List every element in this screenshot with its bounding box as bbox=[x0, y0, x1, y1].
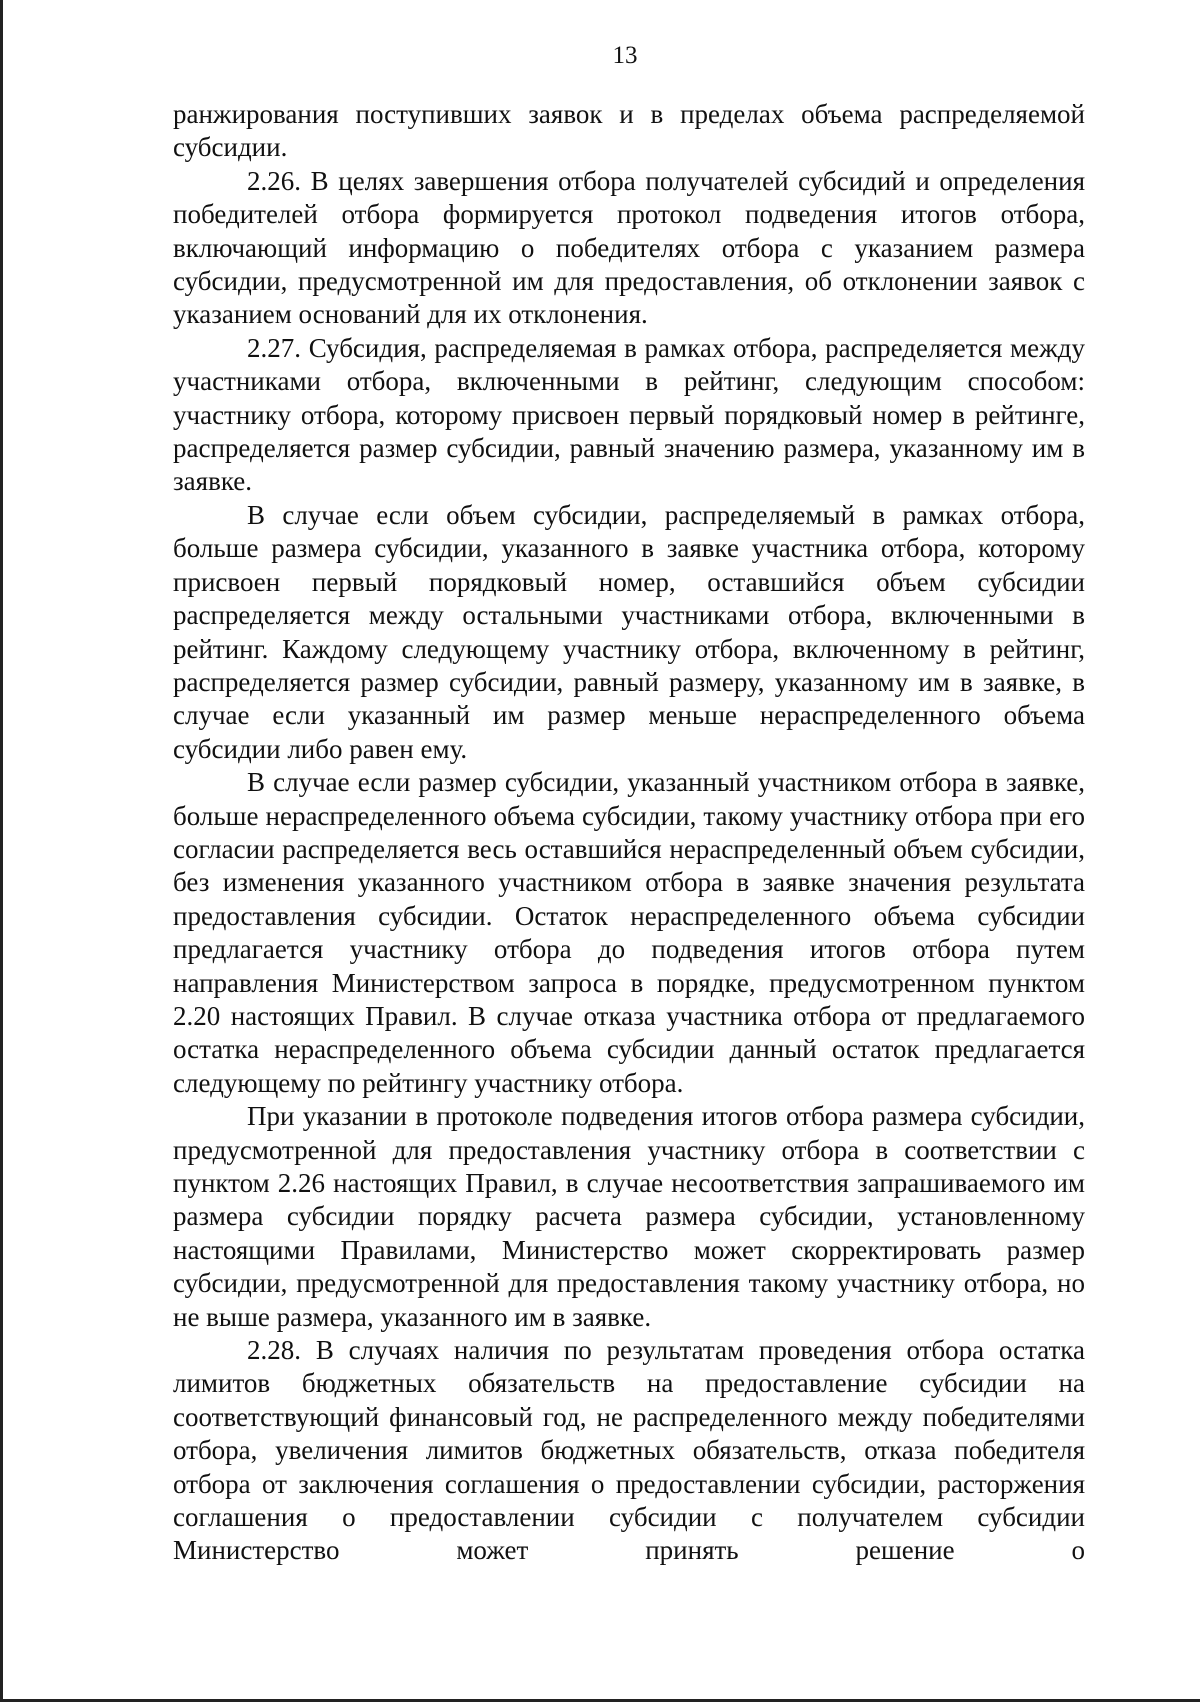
paragraph-protocol-correction: При указании в протоколе подведения итогов отбора размера субсидии, предусмотренной для предоставления участнику отбора в соответствии с пунктом 2.26 настоящих Правил, в случае несоответствия запрашиваемого им размера субсидии порядку расчета размера субсидии, установленному настоящими Правилами, Министерство может скорректировать размер субсидии, предусмотренной для предоставления такому участнику отбора, но не выше размера, указанного им в заявке. bbox=[173, 1101, 1085, 1332]
paragraph-remaining-volume: В случае если объем субсидии, распределяемый в рамках отбора, больше размера субсидии, указанного в заявке участника отбора, которому присвоен первый порядковый номер, оставшийся объем субсидии распределяется между остальными участниками отбора, включенными в рейтинг. Каждому следующему участнику отбора, включенному в рейтинг, распределяется размер субсидии, равный размеру, указанному им в заявке, в случае если указанный им размер меньше нераспределенного объема субсидии либо равен ему. bbox=[173, 499, 1085, 764]
paragraph-2-27: 2.27. Субсидия, распределяемая в рамках отбора, распределяется между участниками отбора, включенными в рейтинг, следующим способом: участнику отбора, которому присвоен первый порядковый номер в рейтинге, распределяется размер субсидии, равный значению размера, указанному им в заявке. bbox=[173, 332, 1085, 497]
paragraph-excess-request: В случае если размер субсидии, указанный участником отбора в заявке, больше нераспределенного объема субсидии, такому участнику отбора при его согласии распределяется весь оставшийся нераспределенный объем субсидии, без изменения указанного участником отбора в заявке значения результата предоставления субсидии. Остаток нераспределенного объема субсидии предлагается участнику отбора до подведения итогов отбора путем направления Министерством запроса в порядке, предусмотренном пунктом 2.20 настоящих Правил. В случае отказа участника отбора от предлагаемого остатка нераспределенного объема субсидии данный остаток предлагается следующему по рейтингу участнику отбора. bbox=[173, 767, 1085, 1098]
document-body bbox=[173, 98, 1085, 1568]
paragraph-2-28: 2.28. В случаях наличия по результатам проведения отбора остатка лимитов бюджетных обязательств на предоставление субсидии на соответствующий финансовый год, не распределенного между победителями отбора, увеличения лимитов бюджетных обязательств, отказа победителя отбора от заключения соглашения о предоставлении субсидии, расторжения соглашения о предоставлении субсидии с получателем субсидии Министерство может принять решение о bbox=[173, 1335, 1085, 1566]
paragraph-continuation: ранжирования поступивших заявок и в пределах объема распределяемой субсидии. bbox=[173, 99, 1085, 163]
page-number: 13 bbox=[612, 42, 638, 69]
scan-border-left bbox=[0, 0, 3, 1702]
paragraph-2-26: 2.26. В целях завершения отбора получателей субсидий и определения победителей отбора формируется протокол подведения итогов отбора, включающий информацию о победителях отбора с указанием размера субсидии, предусмотренной им для предоставления, об отклонении заявок с указанием оснований для их отклонения. bbox=[173, 165, 1085, 330]
